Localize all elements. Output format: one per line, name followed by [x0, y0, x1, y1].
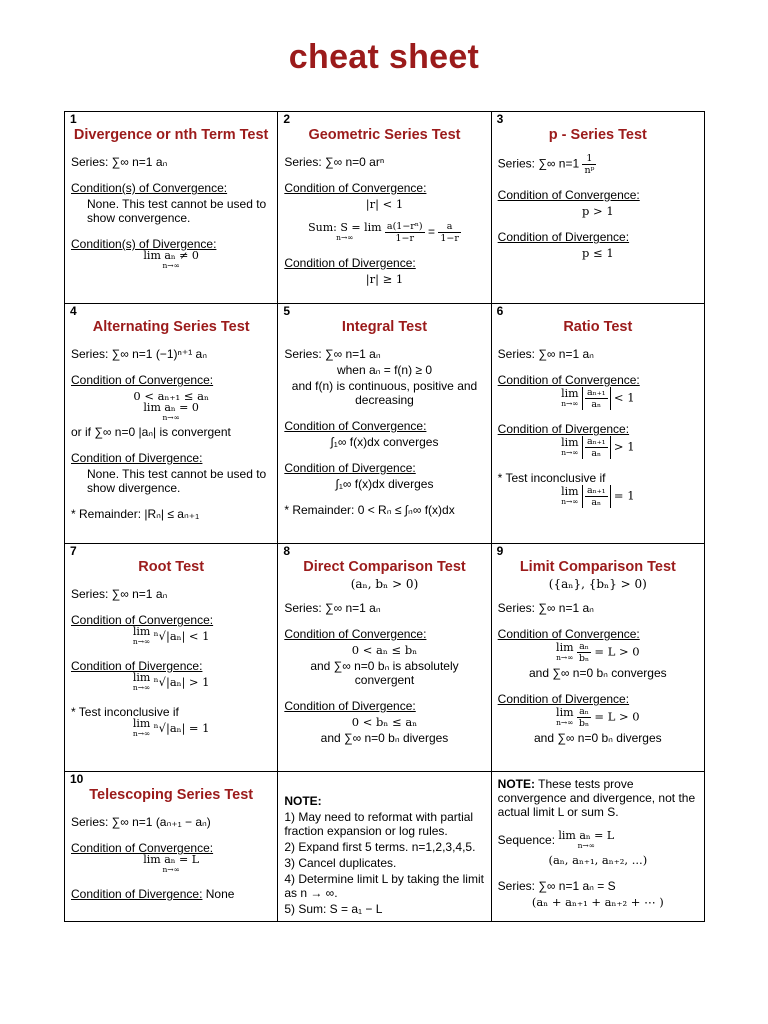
divergence-label: Condition(s) of Divergence: [71, 237, 217, 251]
ratio-inconclusive [498, 485, 698, 508]
limit-ratio-divergence [498, 706, 698, 729]
cell-telescoping-test [65, 772, 278, 922]
inconclusive-text: * Test inconclusive if [71, 705, 179, 719]
cell-telescoping-note [278, 772, 491, 922]
note-label: NOTE: [497, 777, 535, 791]
convergence-expr: 0 < aₙ₊₁ ≤ aₙ [133, 389, 209, 403]
series-line: Series: ∑∞ n=1 aₙ = S [497, 879, 616, 893]
convergence-label: Condition of Convergence: [497, 373, 640, 387]
limit-subscript: n→∞ [556, 652, 574, 662]
cell-direct-comparison-test [278, 544, 491, 772]
sum-denominator: 1−r [395, 233, 415, 244]
convergence-label: Condition of Convergence: [497, 188, 640, 202]
series-label: Series: ∑∞ n=1 [497, 156, 580, 171]
series-numerator: 1 [582, 153, 596, 165]
cell-p-series-test [491, 112, 704, 304]
cell-number: 9 [496, 544, 504, 558]
cell-number: 3 [496, 112, 504, 126]
convergence-label: Condition of Convergence: [284, 419, 427, 433]
equals-sign: = [427, 224, 435, 239]
when-condition: when aₙ = f(n) ≥ 0 [336, 363, 433, 377]
limit-subscript: n→∞ [132, 683, 151, 692]
note-label: NOTE: [284, 794, 322, 808]
cell-heading: Integral Test [341, 319, 428, 335]
sum-denominator: 1−r [440, 233, 459, 244]
limit-expr: lim aₙ = L [558, 829, 615, 842]
cell-geometric-test [278, 112, 491, 304]
relation: > 1 [188, 675, 210, 690]
limit-word: lim [556, 640, 574, 654]
cell-root-test [65, 544, 278, 772]
cell-heading: Divergence or nth Term Test [73, 127, 269, 143]
divergence-label: Condition of Divergence: [284, 256, 416, 270]
divergence-label: Condition of Divergence: [71, 659, 203, 673]
cell-heading: Limit Comparison Test [519, 559, 676, 575]
remainder-line: * Remainder: 0 < Rₙ ≤ ∫ₙ∞ f(x)dx [284, 503, 455, 517]
convergence-expr: ∫₁∞ f(x)dx converges [330, 435, 439, 449]
cell-heading: Ratio Test [563, 319, 633, 335]
limit-subscript: n→∞ [162, 413, 180, 422]
relation: = 1 [613, 488, 635, 503]
root-expr: ⁿ√|aₙ| [153, 629, 186, 644]
continuity-condition: and f(n) is continuous, positive and decreasing [291, 379, 478, 407]
note-text: These tests prove convergence and divergence, not the actual limit L or sum S. [497, 777, 696, 819]
ratio-numerator: aₙ [577, 641, 591, 653]
divergence-label: Condition of Divergence: [284, 461, 416, 475]
sequence-line [498, 831, 698, 851]
note-item: 2) Expand first 5 terms. n=1,2,3,4,5. [284, 840, 476, 854]
cell-ratio-test [491, 304, 704, 544]
limit-word: lim [132, 625, 151, 638]
divergence-and: and ∑∞ n=0 bₙ diverges [320, 731, 449, 745]
cell-heading: Telescoping Series Test [89, 787, 254, 803]
page-title: cheat sheet [288, 38, 480, 76]
limit-subscript: n→∞ [561, 447, 579, 457]
cell-subheading: (aₙ, bₙ > 0) [350, 577, 419, 591]
relation: = 1 [188, 721, 210, 736]
ratio-numerator: aₙ₊₁ [586, 485, 606, 496]
sequence-terms: (aₙ, aₙ₊₁, aₙ₊₂, ...) [548, 853, 648, 867]
ratio-numerator: aₙ₊₁ [586, 387, 606, 398]
limit-subscript: n→∞ [556, 717, 574, 727]
series-line: Series: ∑∞ n=1 aₙ [284, 347, 381, 361]
sum-numerator: a [438, 221, 461, 233]
inconclusive-text: * Test inconclusive if [497, 471, 606, 485]
series-line: Series: ∑∞ n=1 (−1)ⁿ⁺¹ aₙ [71, 347, 207, 361]
convergence-text: None. This test cannot be used to show convergence. [87, 197, 267, 225]
convergence-label: Condition of Convergence: [71, 373, 214, 387]
limit-word: lim [561, 484, 579, 498]
limit-expr: lim aₙ = L [143, 853, 200, 866]
cell-heading: p - Series Test [548, 127, 647, 143]
root-convergence [71, 627, 271, 647]
limit-subscript: n→∞ [132, 637, 151, 646]
convergence-label: Condition of Convergence: [284, 181, 427, 195]
ratio-numerator: aₙ [577, 706, 591, 718]
series-line: Series: ∑∞ n=1 aₙ [71, 587, 168, 601]
relation: > 1 [613, 439, 635, 454]
limit-word: lim [132, 717, 151, 730]
cell-alternating-test [65, 304, 278, 544]
series-line: Series: ∑∞ n=1 aₙ [284, 601, 381, 615]
convergence-expr: 0 < aₙ ≤ bₙ [351, 643, 418, 657]
convergence-and: and ∑∞ n=0 bₙ converges [529, 666, 667, 680]
divergence-expr: 0 < bₙ ≤ aₙ [351, 715, 418, 729]
convergence-label: Condition(s) of Convergence: [71, 181, 228, 195]
divergence-label: Condition of Divergence: [284, 699, 416, 713]
series-line: Series: ∑∞ n=1 aₙ [497, 347, 594, 361]
divergence-expr: p ≤ 1 [582, 246, 614, 260]
convergence-label: Condition of Convergence: [284, 627, 427, 641]
convergence-label: Condition of Convergence: [71, 613, 214, 627]
ratio-convergence [498, 387, 698, 410]
series-line: Series: ∑∞ n=1 aₙ [497, 601, 594, 615]
cell-number: 4 [70, 304, 77, 318]
series-line: Series: ∑∞ n=1 (aₙ₊₁ − aₙ) [71, 815, 211, 829]
cell-number: 7 [70, 544, 77, 558]
note-item: 1) May need to reformat with partial fraction expansion or log rules. [284, 810, 474, 838]
limit-subscript: n→∞ [162, 865, 180, 874]
convergence-expr: p > 1 [582, 204, 614, 218]
limit-expr: lim aₙ = 0 [143, 401, 199, 414]
convergence-expr: |r| < 1 [365, 197, 404, 211]
relation: = L > 0 [594, 644, 640, 659]
cell-heading: Alternating Series Test [92, 319, 250, 335]
root-expr: ⁿ√|aₙ| [153, 675, 186, 690]
ratio-denominator: aₙ [591, 448, 602, 459]
ratio-denominator: aₙ [591, 399, 602, 410]
divergence-label: Condition of Divergence: [71, 887, 203, 901]
note-item: 3) Cancel duplicates. [284, 856, 397, 870]
relation: = L > 0 [594, 709, 640, 724]
ratio-divergence [498, 436, 698, 459]
divergence-label: Condition of Divergence: [497, 692, 630, 706]
limit-word: lim [561, 386, 579, 400]
series-terms: (aₙ + aₙ₊₁ + aₙ₊₂ + ⋯ ) [531, 895, 664, 909]
sum-formula [284, 221, 484, 244]
remainder-line: * Remainder: |Rₙ| ≤ aₙ₊₁ [71, 507, 200, 521]
limit-word: lim [132, 671, 151, 684]
convergence-label: Condition of Convergence: [71, 841, 214, 855]
cheat-sheet-grid [64, 111, 705, 922]
cell-number: 1 [70, 112, 77, 126]
sequence-label: Sequence: [497, 833, 556, 848]
series-line [498, 153, 698, 176]
general-note [498, 777, 698, 819]
ratio-denominator: bₙ [578, 718, 590, 729]
convergence-label: Condition of Convergence: [497, 627, 640, 641]
divergence-label: Condition of Divergence: [497, 422, 630, 436]
limit-subscript: n→∞ [132, 729, 151, 738]
cell-heading: Direct Comparison Test [303, 559, 466, 575]
cell-number: 6 [496, 304, 504, 318]
series-denominator: nᵖ [584, 165, 595, 176]
divergence-text: None. This test cannot be used to show divergence. [87, 467, 267, 495]
cell-number: 2 [283, 112, 291, 126]
cell-number: 5 [283, 304, 291, 318]
cell-number: 8 [283, 544, 291, 558]
convergence-and: and ∑∞ n=0 bₙ is absolutely convergent [310, 659, 459, 687]
root-expr: ⁿ√|aₙ| [153, 721, 186, 736]
limit-subscript: n→∞ [336, 232, 354, 242]
cell-heading: Geometric Series Test [308, 127, 461, 143]
root-divergence [71, 673, 271, 693]
divergence-expr: lim aₙ ≠ 0 [143, 249, 199, 262]
divergence-line [71, 887, 271, 901]
series-line: Series: ∑∞ n=1 aₙ [71, 155, 168, 169]
note-item: 4) Determine limit L by taking the limit as n → ∞. [284, 872, 484, 900]
cell-number: 10 [70, 772, 84, 786]
limit-subscript: n→∞ [561, 398, 579, 408]
series-line: Series: ∑∞ n=0 arⁿ [284, 155, 385, 169]
limit-subscript: n→∞ [577, 841, 595, 850]
cell-integral-test [278, 304, 491, 544]
cell-limit-comparison-test [491, 544, 704, 772]
cell-divergence-test [65, 112, 278, 304]
sum-numerator: a(1−rⁿ) [386, 221, 423, 232]
cell-subheading: ({aₙ}, {bₙ} > 0) [548, 577, 647, 591]
limit-subscript: n→∞ [561, 496, 579, 506]
ratio-denominator: aₙ [591, 497, 602, 508]
divergence-expr: |r| ≥ 1 [365, 272, 404, 286]
relation: < 1 [613, 390, 635, 405]
cell-general-note [491, 772, 704, 922]
divergence-and: and ∑∞ n=0 bₙ diverges [534, 731, 662, 745]
note-item: 5) Sum: S = a₁ − L [284, 902, 383, 916]
limit-ratio-convergence [498, 641, 698, 664]
limit-subscript: n→∞ [162, 261, 180, 270]
root-inconclusive [71, 719, 271, 739]
cell-heading: Root Test [138, 559, 205, 575]
alternative-condition: or if ∑∞ n=0 |aₙ| is convergent [71, 425, 231, 439]
divergence-text: None [205, 887, 235, 901]
limit-word: lim [561, 435, 579, 449]
limit-word: lim [556, 705, 574, 719]
divergence-label: Condition of Divergence: [497, 230, 630, 244]
ratio-denominator: bₙ [578, 653, 590, 664]
divergence-expr: ∫₁∞ f(x)dx diverges [335, 477, 434, 491]
relation: < 1 [188, 629, 210, 644]
ratio-numerator: aₙ₊₁ [586, 436, 606, 447]
sum-label: Sum: S = lim [308, 220, 382, 234]
divergence-label: Condition of Divergence: [71, 451, 203, 465]
